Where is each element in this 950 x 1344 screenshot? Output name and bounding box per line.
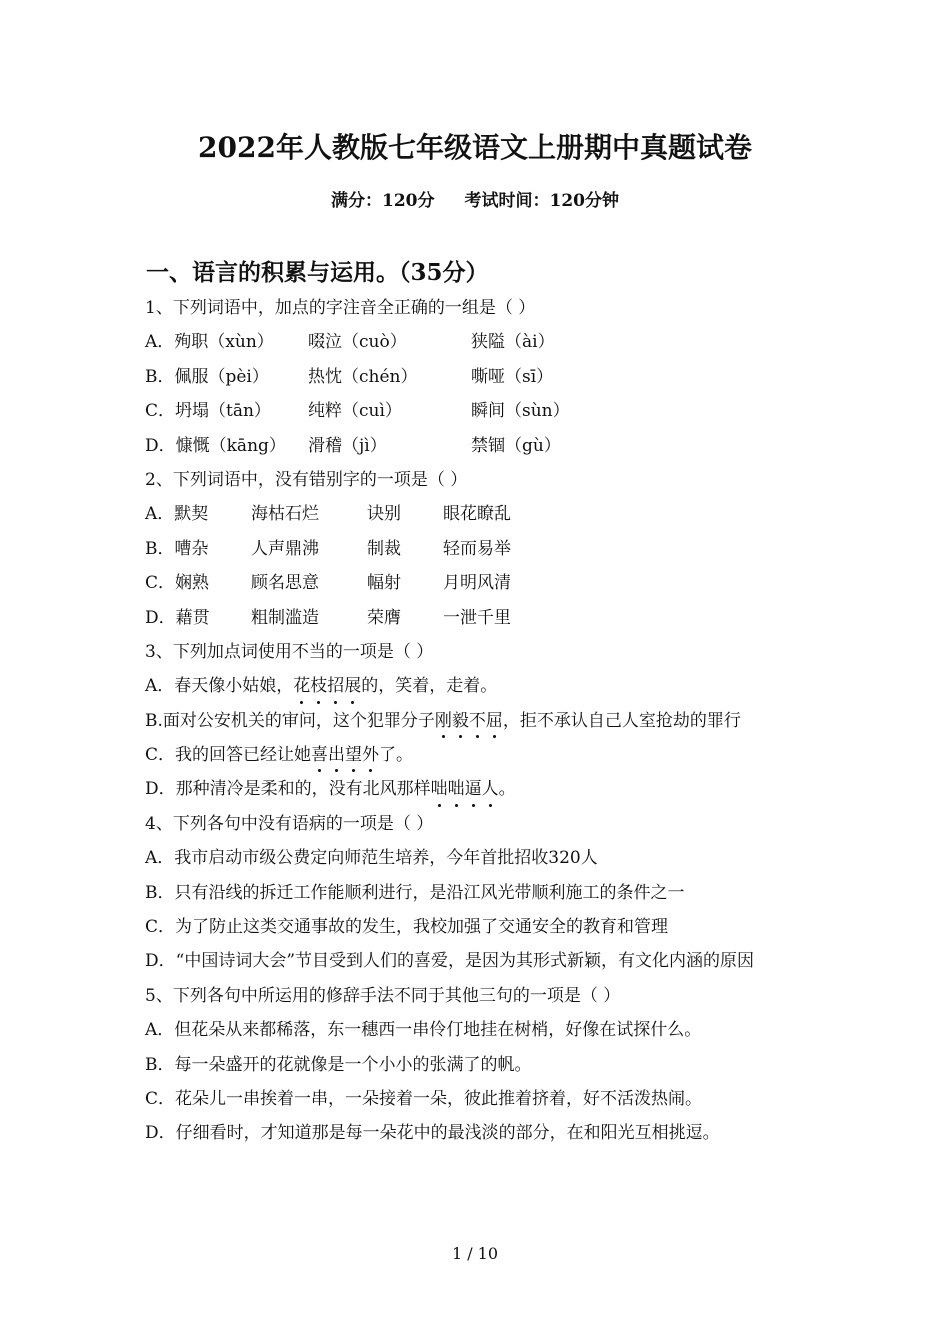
option-word: 制裁 bbox=[367, 538, 401, 559]
question-2-option-b bbox=[145, 532, 825, 566]
question-5-stem: 5、下列各句中所运用的修辞手法不同于其他三句的一项是（ ） bbox=[145, 985, 621, 1006]
question-5-option-b: B．每一朵盛开的花就像是一个小小的张满了的帆。 bbox=[145, 1054, 532, 1075]
dotted-char: 招 bbox=[327, 669, 344, 703]
question-1-option-c bbox=[145, 394, 825, 428]
dotted-char: 咄 bbox=[448, 772, 465, 806]
question-5-option-c: C．花朵儿一串挨着一串，一朵接着一朵，彼此推着挤着，好不活泼热闹。 bbox=[145, 1089, 703, 1109]
option-text: ，拒不承认自己人室抢劫的罪行 bbox=[502, 710, 741, 731]
question-2-stem: 2、下列词语中，没有错别字的一项是（ ） bbox=[145, 469, 468, 490]
dotted-char: 外 bbox=[362, 738, 379, 772]
option-word: 眼花瞭乱 bbox=[443, 504, 511, 525]
option-text: C．我的回答已经让她 bbox=[145, 745, 312, 766]
option-word: A．默契 bbox=[145, 504, 209, 525]
option-word: 月明风清 bbox=[443, 573, 511, 594]
exam-subtitle bbox=[0, 186, 950, 211]
option-text: 了。 bbox=[379, 745, 414, 766]
option-word: 瞬间（sùn） bbox=[471, 401, 570, 422]
option-text: D．那种清冷是柔和的，没有北风那样 bbox=[145, 779, 431, 800]
option-word: 诀别 bbox=[367, 504, 401, 525]
page-number: 1 / 10 bbox=[451, 1244, 499, 1263]
question-1-option-a bbox=[145, 325, 825, 359]
question-2-option-c bbox=[145, 566, 825, 600]
dotted-char: 咄 bbox=[431, 772, 448, 806]
question-4-option-b: B．只有沿线的拆迁工作能顺利进行，是沿江风光带顺利施工的条件之一 bbox=[145, 882, 685, 903]
option-text: 的，笑着，走着。 bbox=[361, 676, 498, 697]
option-word: A．殉职（xùn） bbox=[145, 332, 274, 353]
dotted-char: 刚 bbox=[435, 704, 452, 738]
dotted-char: 枝 bbox=[310, 669, 327, 703]
dotted-char: 展 bbox=[344, 669, 361, 703]
dotted-char: 毅 bbox=[452, 704, 469, 738]
option-word: B．嘈杂 bbox=[145, 538, 209, 559]
question-list bbox=[145, 291, 825, 1151]
question-5-option-a: A．但花朵从来都稀落，东一穗西一串伶仃地挂在树梢，好像在试探什么。 bbox=[145, 1020, 702, 1041]
option-text: A．春天像小姑娘， bbox=[145, 676, 294, 697]
question-2-option-d bbox=[145, 601, 825, 635]
question-4-option-a: A．我市启动市级公费定向师范生培养，今年首批招收320人 bbox=[145, 848, 598, 869]
exam-title: 2022年人教版七年级语文上册期中真题试卷 bbox=[198, 131, 752, 164]
exam-time: 考试时间：120分钟 bbox=[464, 191, 619, 211]
dotted-char: 出 bbox=[328, 738, 345, 772]
option-word: 海枯石烂 bbox=[251, 504, 319, 525]
section-heading: 一、语言的积累与运用。（35分） bbox=[146, 259, 489, 286]
full-score: 满分：120分 bbox=[331, 191, 435, 211]
option-word: 纯粹（cuì） bbox=[308, 401, 402, 422]
option-word: 嘶哑（sī） bbox=[471, 366, 554, 387]
option-word: 热忱（chén） bbox=[308, 366, 418, 387]
question-3-option-b bbox=[145, 704, 825, 738]
option-word: 狭隘（ài） bbox=[471, 332, 555, 353]
question-1-stem: 1、下列词语中，加点的字注音全正确的一组是（ ） bbox=[145, 298, 536, 318]
question-5-option-d: D．仔细看时，才知道那是每一朵花中的最浅淡的部分，在和阳光互相挑逗。 bbox=[145, 1123, 720, 1144]
question-1-option-b bbox=[145, 360, 825, 394]
option-text: B.面对公安机关的审问，这个犯罪分子 bbox=[145, 710, 435, 731]
option-word: D．慷慨（kāng） bbox=[145, 435, 286, 456]
question-4-option-c: C．为了防止这类交通事故的发生，我校加强了交通安全的教育和管理 bbox=[145, 917, 669, 938]
question-4-stem: 4、下列各句中没有语病的一项是（ ） bbox=[145, 813, 434, 834]
dotted-char: 不 bbox=[469, 704, 486, 738]
option-word: 人声鼎沸 bbox=[251, 538, 319, 559]
question-1-option-d bbox=[145, 429, 825, 463]
dotted-word bbox=[293, 676, 361, 696]
question-3-option-c bbox=[145, 738, 825, 772]
option-word: D．藉贯 bbox=[145, 607, 210, 628]
option-word: 幅射 bbox=[367, 573, 401, 594]
option-word: 顾名思意 bbox=[251, 573, 319, 594]
dotted-word bbox=[435, 711, 503, 731]
option-word: C．坍塌（tān） bbox=[145, 401, 271, 422]
option-word: B．佩服（pèi） bbox=[145, 366, 269, 387]
question-3-option-d bbox=[145, 772, 825, 806]
dotted-char: 屈 bbox=[486, 704, 503, 738]
option-word: 粗制滥造 bbox=[251, 607, 319, 628]
question-2-option-a bbox=[145, 497, 825, 531]
dotted-char: 逼 bbox=[465, 772, 482, 806]
option-word: 一泄千里 bbox=[443, 607, 511, 628]
dotted-word bbox=[311, 745, 379, 765]
dotted-char: 喜 bbox=[311, 738, 328, 772]
question-3-option-a bbox=[145, 669, 825, 703]
dotted-char: 花 bbox=[293, 669, 310, 703]
dotted-char: 望 bbox=[345, 738, 362, 772]
option-text: 。 bbox=[498, 779, 516, 800]
option-word: 荣膺 bbox=[367, 607, 401, 628]
dotted-word bbox=[431, 779, 499, 799]
option-word: 禁锢（gù） bbox=[471, 435, 561, 456]
option-word: 啜泣（cuò） bbox=[308, 332, 407, 353]
dotted-char: 人 bbox=[482, 772, 499, 806]
question-3-stem: 3、下列加点词使用不当的一项是（ ） bbox=[145, 641, 434, 662]
option-word: 轻而易举 bbox=[443, 538, 511, 559]
option-word: C．娴熟 bbox=[145, 573, 210, 594]
option-word: 滑稽（jì） bbox=[308, 435, 387, 456]
question-4-option-d: D．“中国诗词大会”节目受到人们的喜爱，是因为其形式新颖，有文化内涵的原因 bbox=[145, 951, 755, 972]
